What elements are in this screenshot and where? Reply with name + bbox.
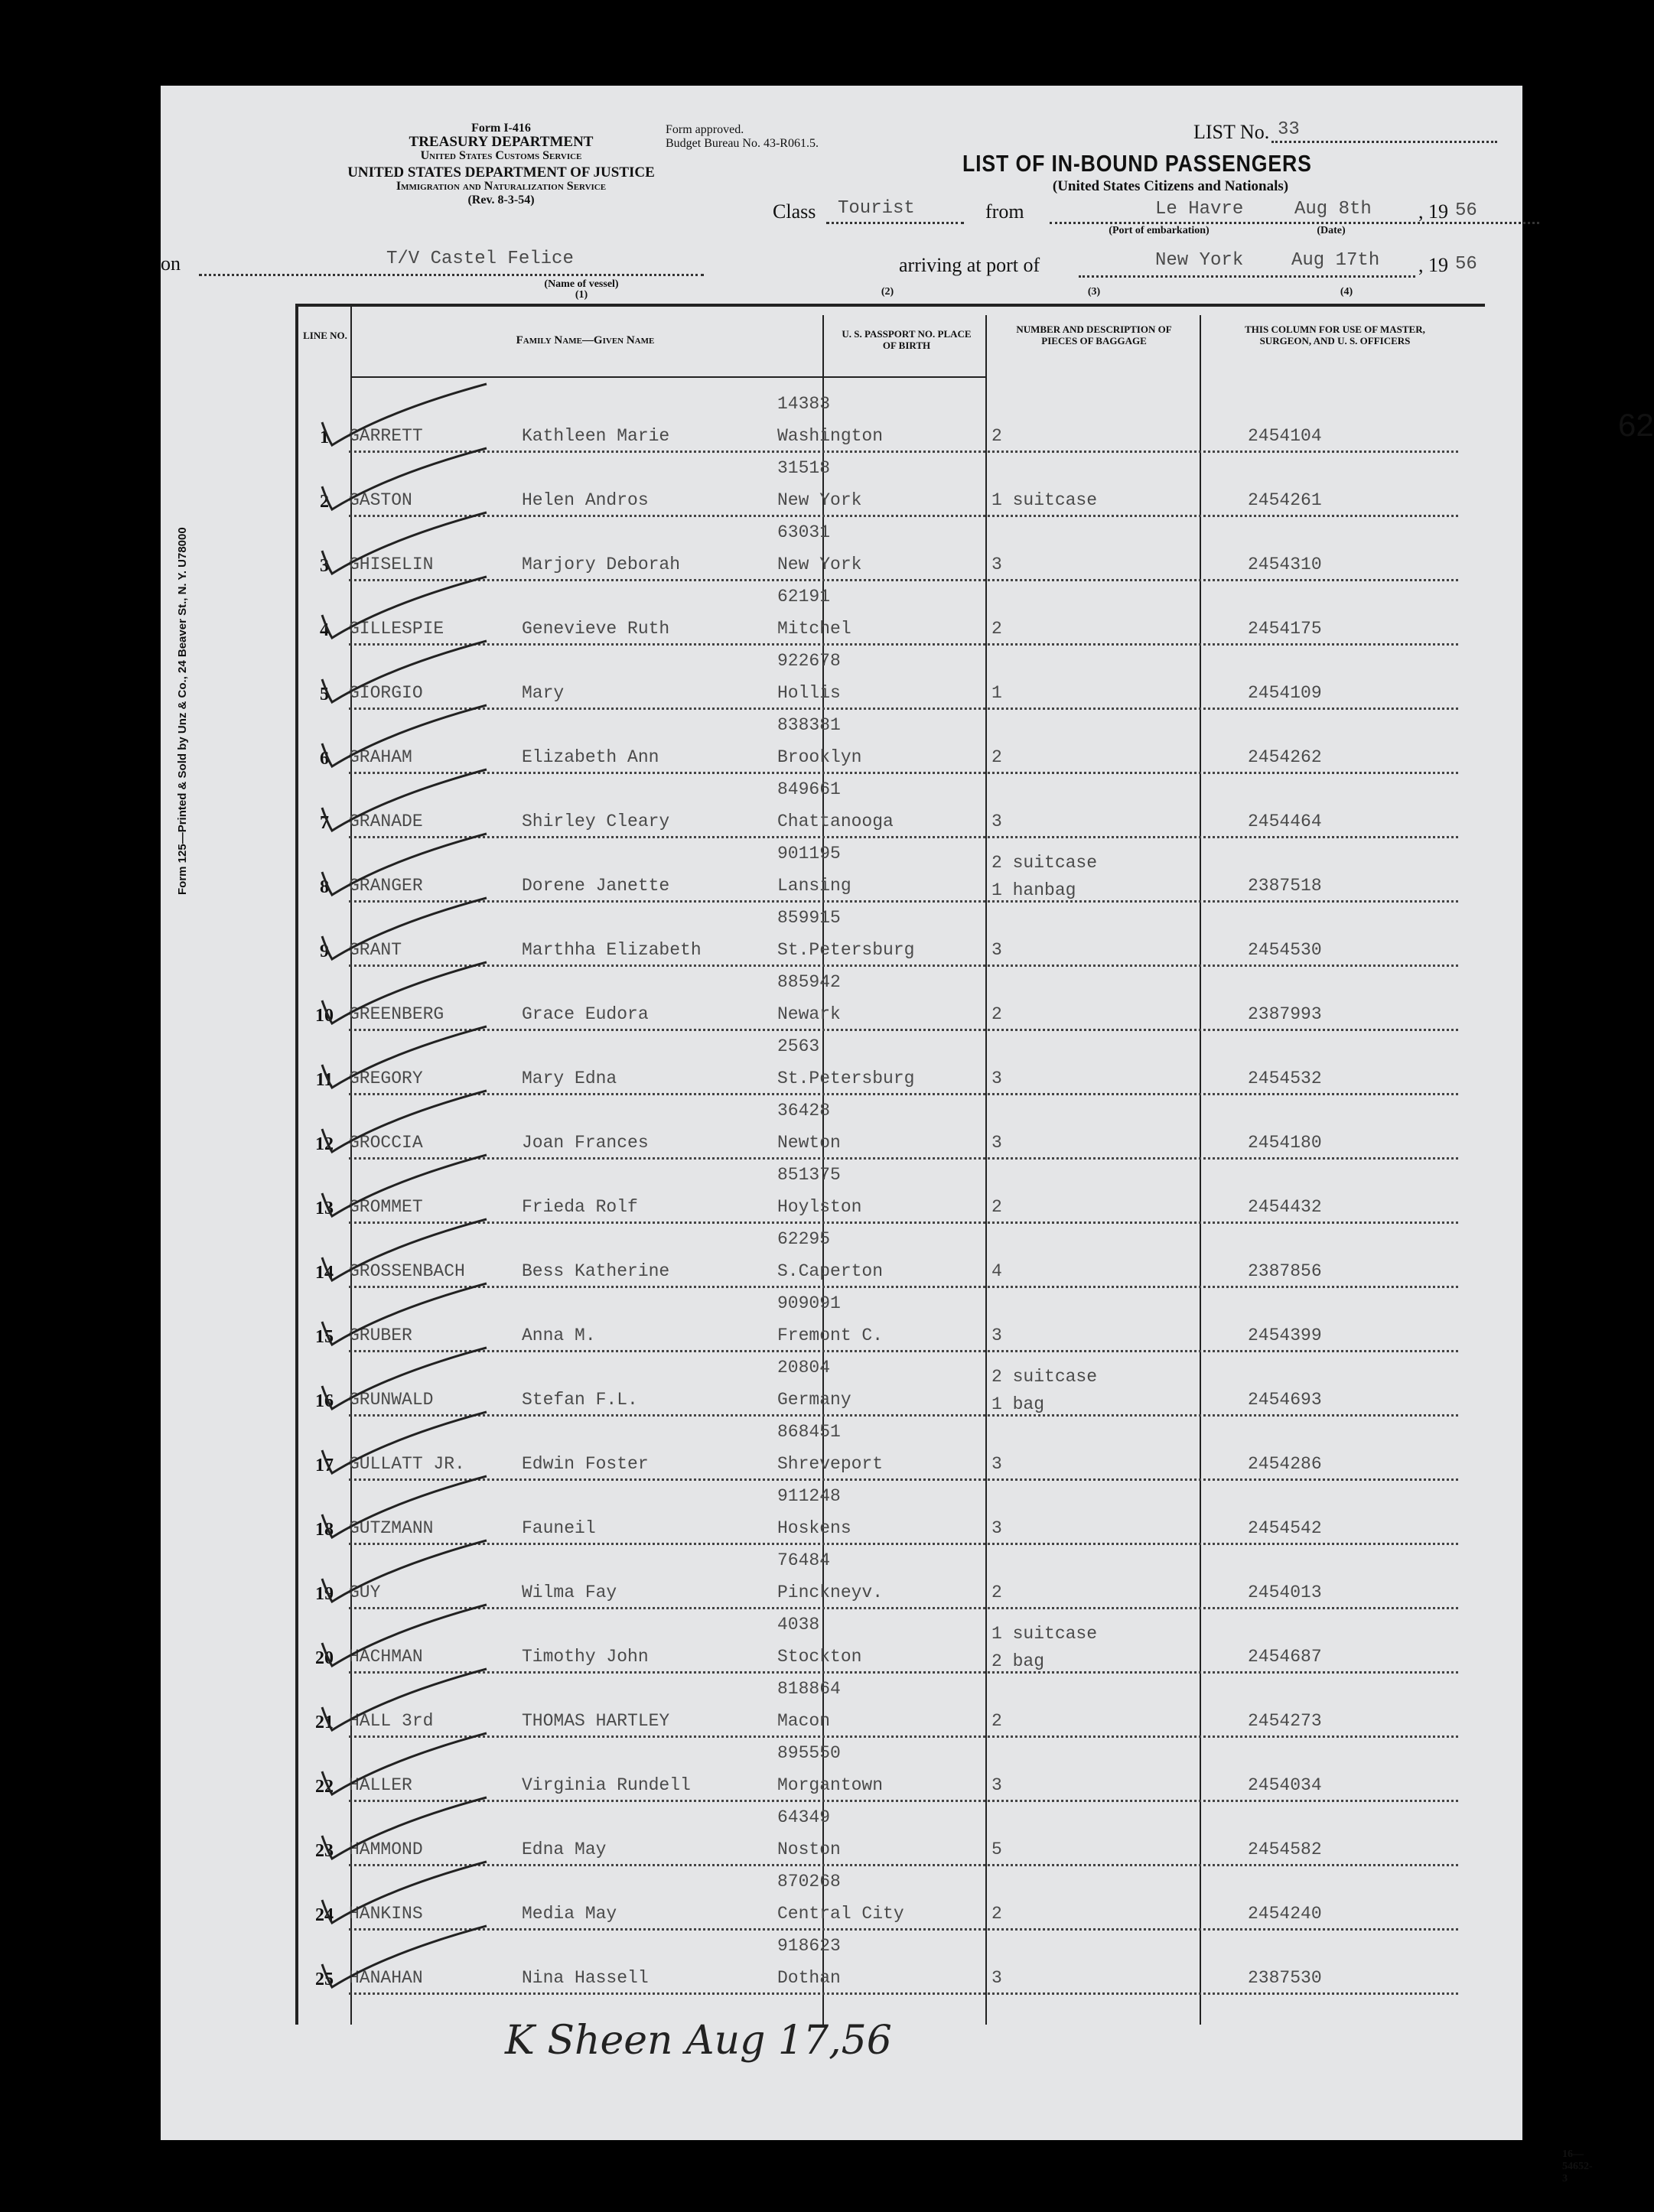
customs-heading: United States Customs Service — [420, 149, 582, 162]
family-name: GUTZMANN — [349, 1518, 434, 1538]
check-mark-icon — [318, 1408, 494, 1477]
passport-number: 909091 — [777, 1293, 841, 1313]
family-name: GRANADE — [349, 812, 423, 831]
family-name: GROMMET — [349, 1197, 423, 1217]
col-line-no: LINE NO. — [303, 330, 347, 341]
given-name: Elizabeth Ann — [522, 747, 659, 767]
page-number: 62 — [1618, 407, 1654, 443]
baggage-description: 3 — [991, 1775, 1002, 1795]
place-of-birth: Morgantown — [777, 1775, 884, 1795]
given-name: Anna M. — [522, 1326, 596, 1345]
officer-number: 2454109 — [1248, 683, 1322, 703]
revision: (Rev. 8-3-54) — [467, 194, 535, 207]
passport-number: 64349 — [777, 1807, 831, 1827]
baggage-description: 2 — [991, 1583, 1002, 1602]
table-row — [295, 838, 1458, 902]
officer-number: 2454432 — [1248, 1197, 1322, 1217]
from-label: from — [985, 200, 1024, 223]
check-mark-icon — [318, 1601, 494, 1670]
baggage-description: 3 — [991, 1518, 1002, 1538]
check-mark-icon — [318, 1537, 494, 1605]
family-name: GRANGER — [349, 876, 423, 896]
col-baggage: NUMBER AND DESCRIPTION OF PIECES OF BAGGAGE — [1016, 324, 1172, 346]
officer-number: 2454034 — [1248, 1775, 1322, 1795]
officer-number: 2387518 — [1248, 876, 1322, 896]
family-name: GUY — [349, 1583, 381, 1602]
family-name: GILLESPIE — [349, 619, 444, 639]
passport-number: 868451 — [777, 1422, 841, 1442]
place-of-birth: Hoylston — [777, 1197, 862, 1217]
from-line — [1050, 222, 1539, 224]
passport-number: 20804 — [777, 1358, 831, 1378]
passport-number: 851375 — [777, 1165, 841, 1185]
baggage-description: 3 — [991, 1454, 1002, 1474]
baggage-description: 3 — [991, 555, 1002, 574]
check-mark-icon — [318, 1023, 494, 1091]
given-name: Shirley Cleary — [522, 812, 670, 831]
baggage-description: 3 — [991, 1968, 1002, 1988]
line-number: 25 — [315, 1970, 334, 1989]
table-row — [295, 1480, 1458, 1544]
table-row — [295, 581, 1458, 645]
passport-number: 885942 — [777, 972, 841, 992]
baggage-description: 2 — [991, 1711, 1002, 1731]
line-number: 10 — [315, 1006, 334, 1026]
baggage-description: 2 — [991, 747, 1002, 767]
check-mark-icon — [318, 1215, 494, 1284]
baggage-description: 1 — [991, 683, 1002, 703]
place-of-birth: New York — [777, 490, 862, 510]
baggage-description: 1 suitcase — [991, 490, 1098, 510]
place-of-birth: Central City — [777, 1904, 904, 1924]
family-name: GHISELIN — [349, 555, 434, 574]
arriving-label: arriving at port of — [899, 254, 1040, 276]
vessel-caption: (Name of vessel) — [544, 278, 619, 290]
check-mark-icon — [318, 894, 494, 963]
family-name: GREENBERG — [349, 1004, 444, 1024]
family-name: HANAHAN — [349, 1968, 423, 1988]
table-row — [295, 1801, 1458, 1866]
caption-4: (4) — [1340, 286, 1353, 298]
place-of-birth: Hollis — [777, 683, 841, 703]
officer-number: 2454013 — [1248, 1583, 1322, 1602]
officer-number: 2454240 — [1248, 1904, 1322, 1924]
place-of-birth: Noston — [777, 1840, 841, 1859]
line-number: 16 — [315, 1391, 334, 1411]
form-approved: Form approved. — [666, 123, 744, 136]
form-number: Form I-416 — [471, 122, 531, 135]
place-of-birth: Dothan — [777, 1968, 841, 1988]
passport-number: 901195 — [777, 844, 841, 864]
table-row — [295, 1159, 1458, 1223]
check-mark-icon — [318, 1858, 494, 1927]
given-name: Dorene Janette — [522, 876, 670, 896]
table-row — [295, 1737, 1458, 1801]
line-number: 17 — [315, 1456, 334, 1475]
check-mark-icon — [318, 766, 494, 834]
officer-number: 2454180 — [1248, 1133, 1322, 1153]
given-name: Genevieve Ruth — [522, 619, 670, 639]
table-row — [295, 1673, 1458, 1737]
given-name: Grace Eudora — [522, 1004, 649, 1024]
family-name: GARRETT — [349, 426, 423, 446]
col-name: Family Name—Given Name — [516, 334, 655, 346]
table-row — [295, 452, 1458, 516]
given-name: Joan Frances — [522, 1133, 649, 1153]
baggage-description: 3 — [991, 1133, 1002, 1153]
row-dotted-rule — [349, 1992, 1458, 1995]
passport-number: 918623 — [777, 1936, 841, 1956]
check-mark-icon — [318, 1922, 494, 1991]
family-name: GRANT — [349, 940, 402, 960]
given-name: Fauneil — [522, 1518, 596, 1538]
passport-number: 859915 — [777, 908, 841, 928]
table-row — [295, 645, 1458, 709]
baggage-description: 2 — [991, 1197, 1002, 1217]
given-name: Media May — [522, 1904, 617, 1924]
passport-number: 14383 — [777, 394, 831, 414]
table-row — [295, 1352, 1458, 1416]
place-of-birth: St.Petersburg — [777, 1069, 915, 1088]
list-no-line — [1271, 141, 1497, 143]
class-value: Tourist — [838, 198, 915, 219]
given-name: Edwin Foster — [522, 1454, 649, 1474]
family-name: GRAHAM — [349, 747, 412, 767]
place-of-birth: Shreveport — [777, 1454, 884, 1474]
place-of-birth: Chattanooga — [777, 812, 894, 831]
officer-number: 2387856 — [1248, 1261, 1322, 1281]
baggage-description: 3 — [991, 1326, 1002, 1345]
line-number: 9 — [320, 942, 329, 961]
line-number: 24 — [315, 1905, 334, 1925]
family-name: HACHMAN — [349, 1647, 423, 1667]
family-name: GROSSENBACH — [349, 1261, 465, 1281]
line-number: 19 — [315, 1584, 334, 1604]
check-mark-icon — [318, 958, 494, 1027]
place-of-birth: Hoskens — [777, 1518, 851, 1538]
passport-number: 922678 — [777, 651, 841, 671]
family-name: GULLATT JR. — [349, 1454, 465, 1474]
line-number: 23 — [315, 1841, 334, 1861]
officer-number: 2454530 — [1248, 940, 1322, 960]
passport-number: 62295 — [777, 1229, 831, 1249]
passport-number: 2563 — [777, 1036, 820, 1056]
passport-number: 63031 — [777, 522, 831, 542]
given-name: Mary Edna — [522, 1069, 617, 1088]
place-of-birth: Stockton — [777, 1647, 862, 1667]
officer-number: 2454464 — [1248, 812, 1322, 831]
class-line — [826, 222, 964, 224]
line-number: 11 — [315, 1070, 334, 1090]
officer-number: 2387530 — [1248, 1968, 1322, 1988]
line-number: 8 — [320, 877, 329, 897]
passport-number: 849661 — [777, 779, 841, 799]
line-number: 6 — [320, 749, 329, 769]
family-name: GRUBER — [349, 1326, 412, 1345]
passport-number: 36428 — [777, 1101, 831, 1121]
table-row — [295, 1416, 1458, 1480]
baggage-description: 2 — [991, 1904, 1002, 1924]
passport-number: 818864 — [777, 1679, 841, 1699]
officer-number: 2454582 — [1248, 1840, 1322, 1859]
baggage-description: 2 — [991, 426, 1002, 446]
table-row — [295, 709, 1458, 773]
officer-number: 2454286 — [1248, 1454, 1322, 1474]
line-number: 13 — [315, 1199, 334, 1218]
place-of-birth: New York — [777, 555, 862, 574]
line-number: 12 — [315, 1134, 334, 1154]
given-name: Mary — [522, 683, 565, 703]
line-number: 1 — [320, 428, 329, 447]
line-number: 18 — [315, 1520, 334, 1540]
baggage-description: 3 — [991, 1069, 1002, 1088]
document-subtitle: (United States Citizens and Nationals) — [1052, 178, 1289, 194]
place-of-birth: Germany — [777, 1390, 851, 1410]
check-mark-icon — [318, 830, 494, 899]
document-title: LIST OF IN-BOUND PASSENGERS — [962, 150, 1312, 177]
officer-number: 2454273 — [1248, 1711, 1322, 1731]
table-top-rule — [295, 304, 1485, 307]
year-prefix-1: , 19 — [1418, 200, 1448, 223]
given-name: Marthha Elizabeth — [522, 940, 702, 960]
from-date: Aug 8th — [1294, 199, 1372, 220]
caption-3: (3) — [1087, 286, 1101, 298]
year-prefix-2: , 19 — [1418, 254, 1448, 276]
family-name: HAMMOND — [349, 1840, 423, 1859]
officer-number: 2454399 — [1248, 1326, 1322, 1345]
passport-number: 911248 — [777, 1486, 841, 1506]
given-name: Stefan F.L. — [522, 1390, 638, 1410]
baggage-description: 1 suitcase — [991, 1624, 1098, 1644]
given-name: Wilma Fay — [522, 1583, 617, 1602]
line-number: 3 — [320, 556, 329, 576]
table-row — [295, 516, 1458, 581]
check-mark-icon — [318, 1665, 494, 1734]
table-row — [295, 773, 1458, 838]
check-mark-icon — [318, 380, 494, 449]
place-of-birth: Mitchel — [777, 619, 851, 639]
given-name: THOMAS HARTLEY — [522, 1711, 670, 1731]
baggage-description: 3 — [991, 940, 1002, 960]
passport-number: 870268 — [777, 1872, 841, 1892]
place-of-birth: Pinckneyv. — [777, 1583, 884, 1602]
header-bottom-rule — [350, 376, 985, 378]
given-name: Edna May — [522, 1840, 607, 1859]
check-mark-icon — [318, 1151, 494, 1220]
line-number: 15 — [315, 1327, 334, 1347]
table-row — [295, 1030, 1458, 1095]
officer-number: 2454532 — [1248, 1069, 1322, 1088]
table-row — [295, 388, 1458, 452]
table-row — [295, 1287, 1458, 1352]
inspector-signature: K Sheen Aug 17,56 — [505, 2018, 892, 2064]
printer-side-text: Form 125—Printed & Sold by Unz & Co., 24 Beaver St., N. Y. U78000 — [176, 527, 189, 895]
place-of-birth: St.Petersburg — [777, 940, 915, 960]
place-of-birth: Fremont C. — [777, 1326, 884, 1345]
baggage-description: 2 suitcase — [991, 853, 1098, 873]
table-row — [295, 902, 1458, 966]
vessel-caption-no: (1) — [575, 289, 588, 301]
passport-number: 76484 — [777, 1550, 831, 1570]
passenger-list-page — [161, 86, 1654, 2184]
given-name: Marjory Deborah — [522, 555, 681, 574]
family-name: HALL 3rd — [349, 1711, 434, 1731]
table-row — [295, 1930, 1458, 1994]
list-no-value: 33 — [1278, 119, 1300, 140]
check-mark-icon — [318, 1344, 494, 1413]
passport-number: 31518 — [777, 458, 831, 478]
check-mark-icon — [318, 444, 494, 513]
col-passport: U. S. PASSPORT NO. PLACE OF BIRTH — [842, 328, 972, 351]
arrival-port: New York — [1155, 250, 1244, 271]
passport-number: 62191 — [777, 587, 831, 607]
check-mark-icon — [318, 1087, 494, 1156]
check-mark-icon — [318, 1729, 494, 1798]
place-of-birth: Macon — [777, 1711, 831, 1731]
check-mark-icon — [318, 1794, 494, 1862]
from-port: Le Havre — [1155, 199, 1244, 220]
given-name: Kathleen Marie — [522, 426, 670, 446]
officer-number: 2454687 — [1248, 1647, 1322, 1667]
vessel-name: T/V Castel Felice — [386, 249, 574, 269]
line-number: 22 — [315, 1777, 334, 1797]
line-number: 14 — [315, 1263, 334, 1283]
date-caption: (Date) — [1317, 225, 1346, 236]
place-of-birth: S.Caperton — [777, 1261, 884, 1281]
baggage-description: 4 — [991, 1261, 1002, 1281]
family-name: GRUNWALD — [349, 1390, 434, 1410]
passport-number: 838381 — [777, 715, 841, 735]
place-of-birth: Brooklyn — [777, 747, 862, 767]
officer-number: 2454175 — [1248, 619, 1322, 639]
line-number: 5 — [320, 685, 329, 704]
given-name: Timothy John — [522, 1647, 649, 1667]
arrival-line — [1079, 275, 1415, 278]
baggage-description-2: 1 bag — [991, 1394, 1045, 1414]
port-caption: (Port of embarkation) — [1109, 225, 1210, 236]
officer-number: 2454104 — [1248, 426, 1322, 446]
caption-2: (2) — [881, 286, 894, 298]
passport-number: 895550 — [777, 1743, 841, 1763]
baggage-description: 2 — [991, 1004, 1002, 1024]
check-mark-icon — [318, 1280, 494, 1348]
given-name: Bess Katherine — [522, 1261, 670, 1281]
line-number: 2 — [320, 492, 329, 512]
arrival-date: Aug 17th — [1291, 250, 1380, 271]
year-2: 56 — [1455, 254, 1477, 275]
given-name: Virginia Rundell — [522, 1775, 691, 1795]
class-label: Class — [773, 200, 816, 223]
justice-heading: UNITED STATES DEPARTMENT OF JUSTICE — [347, 164, 655, 181]
budget-bureau: Budget Bureau No. 43-R061.5. — [666, 137, 819, 150]
baggage-description: 2 suitcase — [991, 1367, 1098, 1387]
table-row — [295, 1095, 1458, 1159]
baggage-description-2: 1 hanbag — [991, 880, 1076, 900]
line-number: 4 — [320, 620, 329, 640]
check-mark-icon — [318, 509, 494, 577]
table-row — [295, 1866, 1458, 1930]
given-name: Helen Andros — [522, 490, 649, 510]
family-name: GIORGIO — [349, 683, 423, 703]
baggage-description-2: 2 bag — [991, 1651, 1045, 1671]
family-name: GROCCIA — [349, 1133, 423, 1153]
place-of-birth: Lansing — [777, 876, 851, 896]
treasury-heading: TREASURY DEPARTMENT — [409, 134, 594, 150]
line-number: 7 — [320, 813, 329, 833]
check-mark-icon — [318, 637, 494, 706]
officer-number: 2454262 — [1248, 747, 1322, 767]
check-mark-icon — [318, 1472, 494, 1541]
on-label: on — [161, 252, 181, 275]
baggage-description: 5 — [991, 1840, 1002, 1859]
year-1: 56 — [1455, 200, 1477, 221]
check-mark-icon — [318, 573, 494, 642]
officer-number: 2454261 — [1248, 490, 1322, 510]
form-footer-number: 16—54652-3 — [1562, 2149, 1593, 2184]
table-row — [295, 1609, 1458, 1673]
officer-number: 2454542 — [1248, 1518, 1322, 1538]
place-of-birth: Newark — [777, 1004, 841, 1024]
vessel-line — [199, 274, 704, 276]
officer-number: 2454693 — [1248, 1390, 1322, 1410]
passport-number: 4038 — [777, 1615, 820, 1635]
baggage-description: 2 — [991, 619, 1002, 639]
line-number: 21 — [315, 1713, 334, 1732]
place-of-birth: Washington — [777, 426, 884, 446]
given-name: Frieda Rolf — [522, 1197, 638, 1217]
list-no-label: LIST No. — [1193, 121, 1270, 143]
place-of-birth: Newton — [777, 1133, 841, 1153]
col-officers: THIS COLUMN FOR USE OF MASTER, SURGEON, AND U. S. OFFICERS — [1245, 324, 1425, 346]
family-name: HALLER — [349, 1775, 412, 1795]
family-name: GREGORY — [349, 1069, 423, 1088]
table-row — [295, 1223, 1458, 1287]
ins-heading: Immigration and Naturalization Service — [396, 180, 607, 193]
line-number: 20 — [315, 1648, 334, 1668]
officer-number: 2454310 — [1248, 555, 1322, 574]
check-mark-icon — [318, 701, 494, 770]
officer-number: 2387993 — [1248, 1004, 1322, 1024]
family-name: GASTON — [349, 490, 412, 510]
given-name: Nina Hassell — [522, 1968, 649, 1988]
table-row — [295, 966, 1458, 1030]
table-row — [295, 1544, 1458, 1609]
family-name: HANKINS — [349, 1904, 423, 1924]
baggage-description: 3 — [991, 812, 1002, 831]
